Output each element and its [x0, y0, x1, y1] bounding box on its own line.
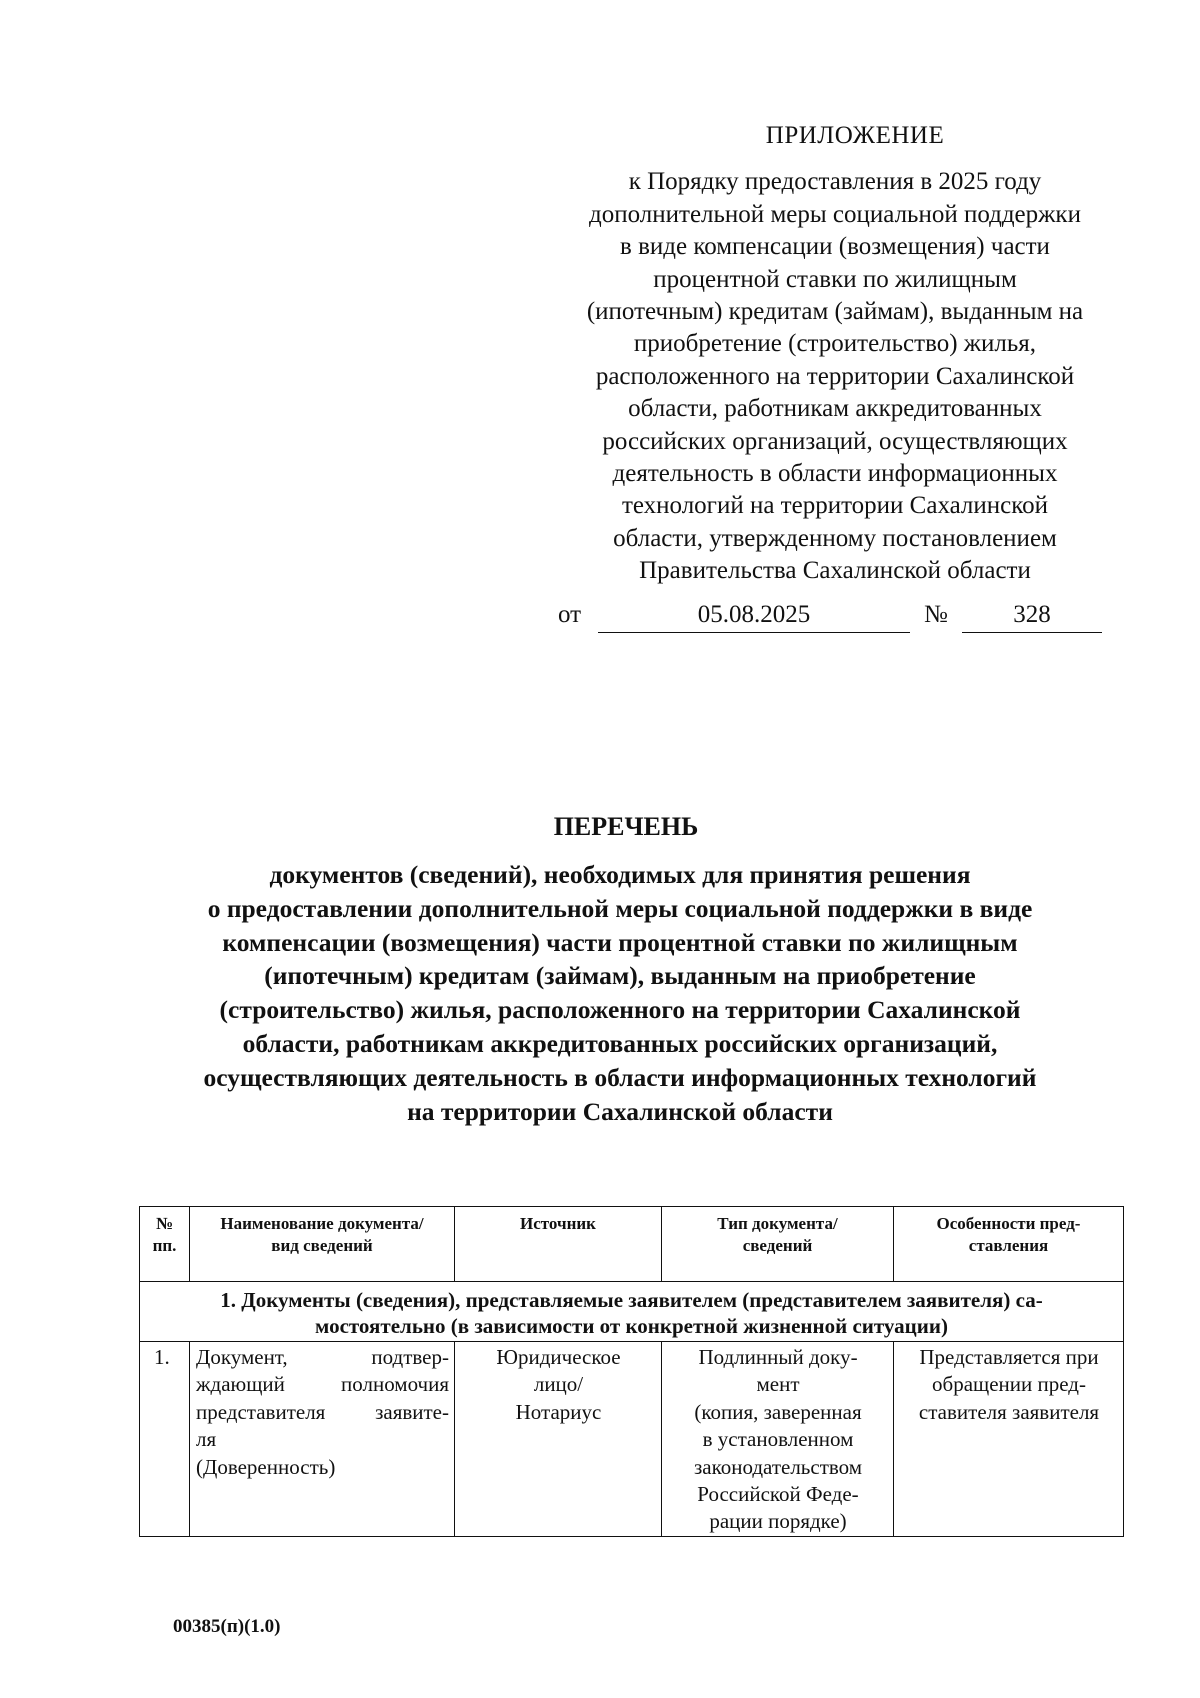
appendix-line: технологий на территории Сахалинской: [621, 492, 1049, 520]
header-document-name: Наименование документа/ вид сведений: [190, 1207, 455, 1282]
appendix-line: расположенного на территории Сахалинской: [595, 362, 1075, 390]
subtitle-line: о предоставлении дополнительной меры социальной поддержки в виде: [207, 893, 1033, 923]
appendix-line: Правительства Сахалинской области: [639, 557, 1031, 585]
appendix-line: в виде компенсации (возмещения) части: [620, 233, 1050, 261]
section-heading: 1. Документы (сведения), представляемые заявителем (представителем заявителя) са- мостоятельно (в зависимости от конкретной жизненной ситуации): [140, 1282, 1124, 1342]
number-sign: №: [924, 601, 948, 628]
subtitle-line: на территории Сахалинской области: [407, 1096, 833, 1126]
subtitle-line: (строительство) жилья, расположенного на территории Сахалинской: [219, 995, 1021, 1025]
subtitle-line: документов (сведений), необходимых для принятия решения: [269, 860, 971, 889]
header-source: Источник: [455, 1207, 662, 1282]
appendix-line: (ипотечным) кредитам (займам), выданным на: [586, 298, 1084, 326]
appendix-title: ПРИЛОЖЕНИЕ: [765, 122, 945, 149]
section-row: [140, 1282, 1124, 1342]
appendix-line: к Порядку предоставления в 2025 году: [628, 168, 1042, 196]
appendix-line: области, утвержденному постановлением: [613, 524, 1057, 552]
resolution-number: 328: [962, 598, 1102, 633]
table-header-row: [140, 1207, 1124, 1282]
row-source: Юридическое лицо/ Нотариус: [455, 1342, 662, 1537]
subtitle-line: (ипотечным) кредитам (займам), выданным на приобретение: [264, 961, 976, 991]
document-code: 00385(п)(1.0): [173, 1616, 281, 1637]
appendix-body: [545, 166, 1125, 587]
from-label: от: [558, 601, 582, 628]
appendix-line: российских организаций, осуществляющих: [602, 427, 1068, 455]
list-subtitle: [150, 858, 1090, 1128]
appendix-line: процентной ставки по жилищным: [653, 265, 1017, 293]
resolution-reference: [558, 598, 1118, 632]
header-document-type: Тип документа/ сведений: [662, 1207, 894, 1282]
row-number: 1.: [140, 1342, 190, 1537]
row-document-name: Документ, подтвер- ждающий полномочия представителя заявите- ля (Доверенность): [190, 1342, 455, 1537]
appendix-line: дополнительной меры социальной поддержки: [589, 200, 1081, 228]
header-number: № пп.: [140, 1207, 190, 1282]
appendix-block: [545, 120, 1125, 588]
appendix-line: деятельность в области информационных: [612, 460, 1058, 488]
appendix-line: приобретение (строительство) жилья,: [633, 330, 1037, 358]
subtitle-line: осуществляющих деятельность в области информационных технологий: [203, 1062, 1037, 1092]
row-document-type: Подлинный доку- мент (копия, заверенная в установленном законодательством Российской Феде- рации порядке): [662, 1342, 894, 1537]
header-features: Особенности пред- ставления: [894, 1207, 1124, 1282]
subtitle-line: компенсации (возмещения) части процентной ставки по жилищным: [222, 927, 1018, 957]
subtitle-line: области, работникам аккредитованных российских организаций,: [242, 1028, 998, 1058]
resolution-date: 05.08.2025: [598, 598, 910, 633]
row-features: Представляется при обращении пред- ставителя заявителя: [894, 1342, 1124, 1537]
documents-table: [139, 1206, 1124, 1537]
table-row: [140, 1342, 1124, 1537]
appendix-line: области, работникам аккредитованных: [628, 395, 1042, 423]
list-title: ПЕРЕЧЕНЬ: [553, 812, 699, 841]
